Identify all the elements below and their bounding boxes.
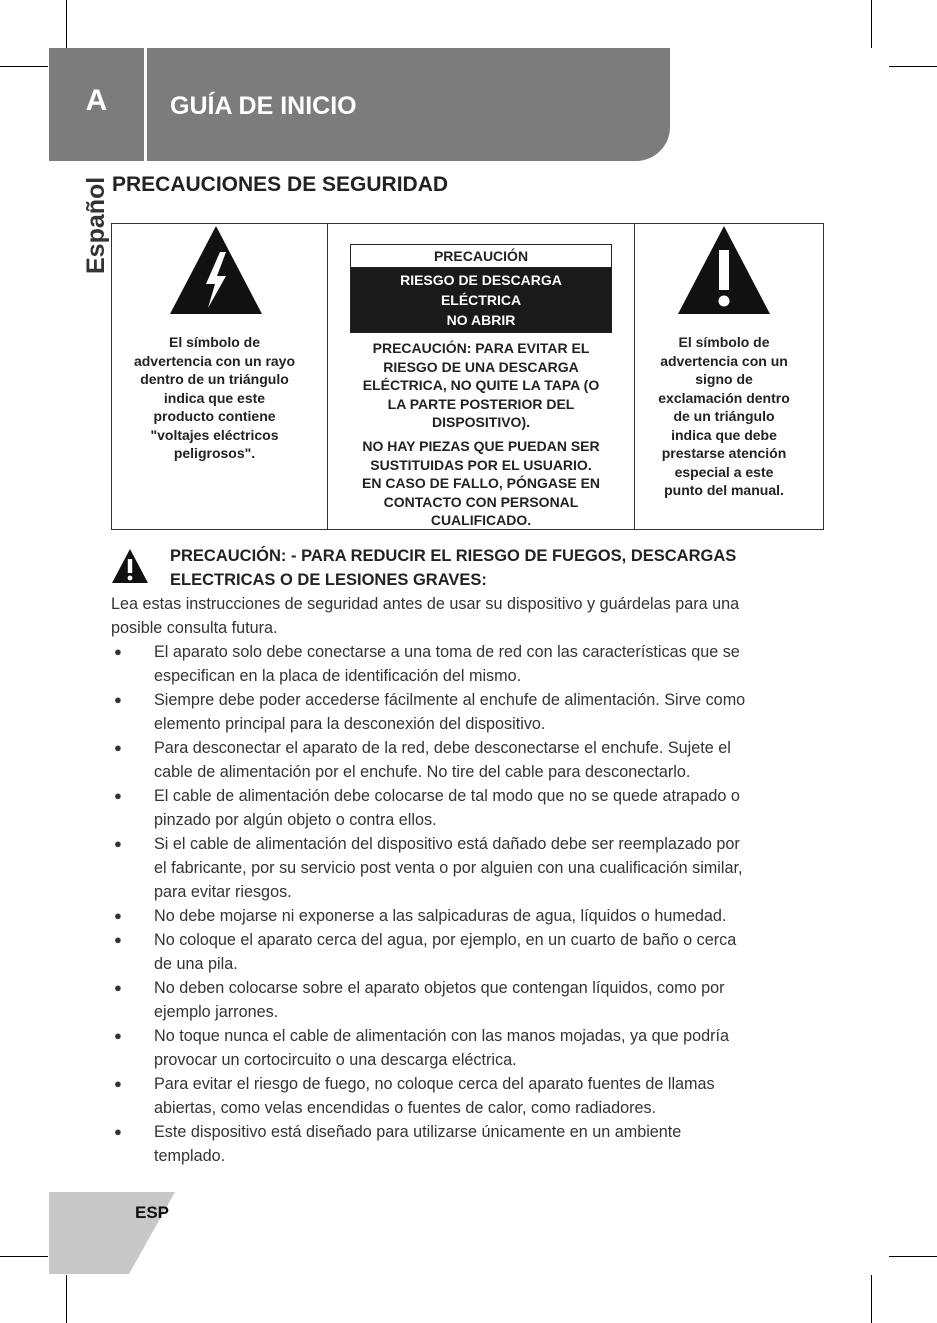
section-letter: A — [85, 84, 108, 117]
text-line: Siempre debe poder accederse fácilmente al enchufe de alimentación. Sirve como — [154, 691, 746, 709]
text-line: No debe mojarse ni exponerse a las salpicaduras de agua, líquidos o humedad. — [154, 907, 727, 925]
text-line: de un triángulo — [673, 408, 775, 424]
text-line: "voltajes eléctricos — [150, 426, 279, 443]
text-line: peligrosos". — [173, 445, 256, 461]
list-item — [111, 1120, 821, 1168]
bullet-icon: ● — [114, 980, 122, 995]
text-line: EN CASO DE FALLO, PÓNGASE EN — [361, 475, 601, 491]
lightning-symbol-cell — [112, 224, 327, 529]
text-line: pinzado por algún objeto o contra ellos. — [154, 811, 437, 829]
text-line: No deben colocarse sobre el aparato objetos que contengan líquidos, como por — [154, 979, 725, 997]
bullet-icon: ● — [114, 1076, 122, 1091]
text-line: NO HAY PIEZAS QUE PUEDAN SER — [362, 438, 600, 454]
bullet-icon: ● — [114, 740, 122, 755]
text-line: de una pila. — [154, 955, 238, 973]
text-line: ELÉCTRICA, NO QUITE LA TAPA (O — [362, 377, 600, 393]
list-item — [111, 736, 821, 784]
caution-label — [350, 244, 612, 333]
text-line: advertencia con un rayo — [133, 352, 296, 369]
text-line: cable de alimentación por el enchufe. No tire del cable para desconectarlo. — [154, 763, 691, 781]
bullet-icon: ● — [114, 788, 122, 803]
text-line: exclamación dentro — [658, 389, 790, 406]
intro-paragraph — [111, 592, 821, 640]
bullet-icon: ● — [114, 1124, 122, 1139]
page-language-label: ESP — [135, 1203, 170, 1222]
list-item — [111, 1072, 821, 1120]
crop-mark — [889, 1256, 937, 1257]
lightning-triangle-icon — [168, 224, 264, 316]
text-line: Para evitar el riesgo de fuego, no coloque cerca del aparato fuentes de llamas — [154, 1075, 715, 1093]
warning-symbols-table — [111, 223, 824, 530]
crop-mark — [871, 0, 872, 48]
text-line: RIESGO DE UNA DESCARGA — [383, 358, 579, 375]
list-item — [111, 904, 821, 928]
text-line: ejemplo jarrones. — [154, 1003, 279, 1021]
header-divider — [144, 48, 147, 161]
text-line: NO ABRIR — [446, 312, 516, 328]
section-title: PRECAUCIONES DE SEGURIDAD — [112, 173, 449, 196]
text-line: dentro de un triángulo — [140, 371, 289, 387]
text-line: producto contiene — [153, 408, 276, 424]
crop-mark — [889, 66, 937, 67]
text-line: RIESGO DE DESCARGA — [400, 272, 562, 288]
list-item — [111, 640, 821, 688]
text-line: Lea estas instrucciones de seguridad antes de usar su dispositivo y guárdelas para una — [111, 595, 740, 613]
list-item — [111, 928, 821, 976]
text-line: templado. — [154, 1147, 226, 1165]
text-line: DISPOSITIVO). — [431, 414, 530, 430]
crop-mark — [66, 1275, 67, 1323]
bullet-icon: ● — [114, 644, 122, 659]
text-line: El símbolo de — [168, 334, 260, 350]
text-line: LA PARTE POSTERIOR DEL — [387, 395, 575, 412]
chapter-header — [49, 48, 670, 161]
list-item — [111, 832, 821, 904]
exclamation-symbol-description — [635, 333, 813, 500]
text-line: advertencia con un — [660, 352, 788, 369]
caution-label-body — [351, 268, 611, 332]
caution-heading — [170, 544, 736, 592]
text-line: provocar un cortocircuito o una descarga eléctrica. — [154, 1051, 517, 1069]
text-line: prestarse atención — [661, 445, 787, 461]
text-line: CONTACTO CON PERSONAL — [383, 493, 579, 510]
warning-icon — [111, 548, 149, 584]
bullet-icon: ● — [114, 908, 122, 923]
text-line: No coloque el aparato cerca del agua, por ejemplo, en un cuarto de baño o cerca — [154, 931, 737, 949]
text-line: especifican en la placa de identificación del mismo. — [154, 667, 522, 685]
bullet-icon: ● — [114, 932, 122, 947]
text-line: abiertas, como velas encendidas o fuentes de calor, como radiadores. — [154, 1099, 657, 1117]
text-line: indica que debe — [671, 426, 777, 443]
text-line: punto del manual. — [664, 482, 784, 498]
text-line: PRECAUCIÓN: PARA EVITAR EL — [372, 340, 590, 356]
text-line: especial a este — [674, 463, 774, 480]
text-line: El cable de alimentación debe colocarse de tal modo que no se quede atrapado o — [154, 787, 740, 805]
text-line: El aparato solo debe conectarse a una toma de red con las características que se — [154, 643, 740, 661]
text-line: para evitar riesgos. — [154, 883, 292, 901]
bullet-icon: ● — [114, 836, 122, 851]
bullet-icon: ● — [114, 692, 122, 707]
lightning-symbol-description — [112, 333, 317, 463]
caution-label-cell — [328, 224, 634, 529]
text-line: posible consulta futura. — [111, 619, 278, 637]
text-line: El símbolo de — [678, 334, 770, 350]
exclamation-symbol-cell — [635, 224, 823, 529]
text-line: PRECAUCIÓN: - PARA REDUCIR EL RIESGO DE FUEGOS, DESCARGAS — [170, 547, 737, 565]
list-item — [111, 688, 821, 736]
text-line: CUALIFICADO. — [430, 512, 532, 528]
text-line: Si el cable de alimentación del dispositivo está dañado debe ser reemplazado por — [154, 835, 740, 853]
list-item — [111, 1024, 821, 1072]
text-line: ELÉCTRICA — [440, 292, 522, 308]
safety-list — [111, 640, 821, 1168]
crop-mark — [0, 1256, 48, 1257]
language-side-tab: Español — [82, 176, 110, 274]
caution-paragraph-1 — [328, 339, 634, 432]
text-line: ELECTRICAS O DE LESIONES GRAVES: — [170, 571, 487, 589]
crop-mark — [0, 66, 48, 67]
text-line: indica que este — [163, 389, 266, 406]
bullet-icon: ● — [114, 1028, 122, 1043]
caution-label-title: PRECAUCIÓN — [351, 245, 611, 268]
caution-paragraph-2 — [328, 437, 634, 530]
crop-mark — [871, 1275, 872, 1323]
text-line: signo de — [695, 371, 753, 387]
text-line: SUSTITUIDAS POR EL USUARIO. — [370, 456, 592, 473]
crop-mark — [66, 0, 67, 48]
list-item — [111, 784, 821, 832]
list-item — [111, 976, 821, 1024]
text-line: Este dispositivo está diseñado para utilizarse únicamente en un ambiente — [154, 1123, 682, 1141]
exclamation-triangle-icon — [676, 224, 772, 316]
text-line: No toque nunca el cable de alimentación con las manos mojadas, ya que podría — [154, 1027, 730, 1045]
text-line: elemento principal para la desconexión del dispositivo. — [154, 715, 546, 733]
text-line: el fabricante, por su servicio post venta o por alguien con una cualificación similar, — [154, 859, 743, 877]
chapter-title: GUÍA DE INICIO — [170, 92, 357, 120]
text-line: Para desconectar el aparato de la red, debe desconectarse el enchufe. Sujete el — [154, 739, 731, 757]
